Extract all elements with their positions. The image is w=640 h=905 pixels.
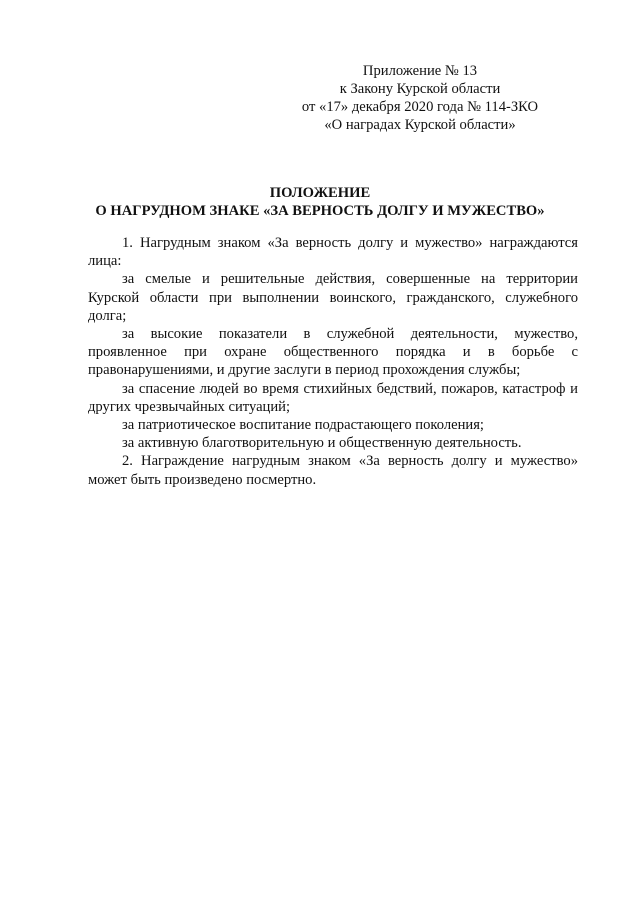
title-heading: ПОЛОЖЕНИЕ [269, 185, 371, 201]
paragraph-6: за активную благотворительную и общественную деятельность. [122, 435, 522, 452]
document-body [88, 234, 578, 489]
paragraph-4: за спасение людей во время стихийных бедствий, пожаров, катастроф и других чрезвычайных ситуаций; [88, 380, 578, 415]
paragraph-5: за патриотическое воспитание подрастающего поколения; [122, 417, 484, 434]
paragraph-2: за смелые и решительные действия, совершенные на территории Курской области при выполнении воинского, гражданского, служебного долга; [88, 271, 578, 324]
appendix-law-title: «О наградах Курской области» [324, 117, 516, 133]
paragraph-7: 2. Награждение нагрудным знаком «За верность долгу и мужество» может быть произведено посмертно. [88, 453, 578, 488]
appendix-number: Приложение № 13 [362, 63, 478, 79]
appendix-law-reference: к Закону Курской области [339, 81, 501, 97]
document-title [60, 184, 580, 220]
paragraph-3: за высокие показатели в служебной деятельности, мужество, проявленное при охране общественного порядка и в борьбе с правонарушениями, и другие заслуги в период прохождения службы; [88, 326, 578, 379]
appendix-header [270, 62, 570, 134]
appendix-law-date: от «17» декабря 2020 года № 114-ЗКО [301, 99, 539, 115]
title-subheading: О НАГРУДНОМ ЗНАКЕ «ЗА ВЕРНОСТЬ ДОЛГУ И МУЖЕСТВО» [95, 203, 545, 219]
paragraph-1: 1. Нагрудным знаком «За верность долгу и мужество» награждаются лица: [88, 235, 578, 270]
